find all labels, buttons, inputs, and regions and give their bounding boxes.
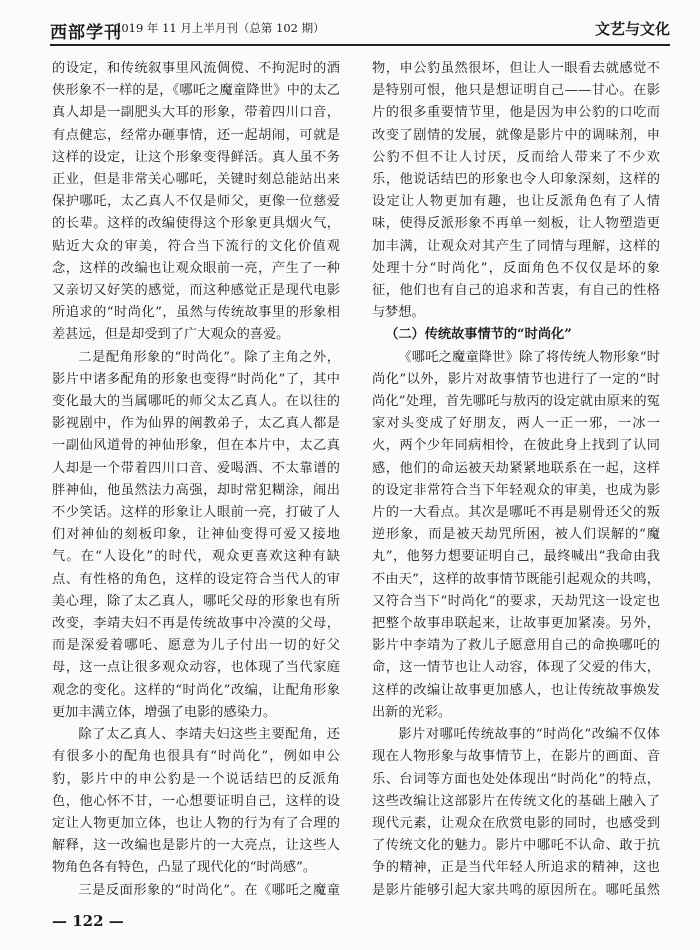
body-paragraph: 三是反面形象的“时尚化”。在《哪吒之魔童	[78, 882, 340, 898]
body-paragraph: 除了太乙真人、李靖夫妇这些主要配角，还有很多小的配角也很具有“时尚化”，例如申公豹，影片中的申公豹是一个说话结巴的反派角色，他心怀不甘，一心想要证明自己，这样的设定让人物更加立体，也让人物的行为有了合理的解释，这一改编也是影片的一大亮点，让这些人物角色各有特色，凸显了现代化的“时尚感”。	[52, 727, 340, 876]
body-paragraph: 《哪吒之魔童降世》除了将传统人物形象“时尚化”以外，影片对故事情节也进行了一定的“时尚化”处理，首先哪吒与敖丙的设定就由原来的冤家对头变成了好朋友，两人一正一邪，一冰一火，两个少年同病相怜，在彼此身上找到了认同感，他们的命运被天劫紧紧地联系在一起，这样的设定非常符合当下年轻观众的审美，也成为影片的一大看点。其次是哪吒不再是剔骨还父的叛逆形象，而是被天劫咒所困，被人们误解的“魔丸”，他努力想要证明自己，最终喊出“我命由我不由天”，这样的故事情节既能引起观众的共鸣，又符合当下“时尚化”的要求，天劫咒这一设定也把整个故事串联起来，让故事更加紧凑。另外，影片中李靖为了救儿子愿意用自己的命换哪吒的命，这一情节也让人动容，体现了父爱的伟大，这样的改编让故事更加感人，也让传统故事焕发出新的光彩。	[372, 349, 660, 720]
issue-info: 2019 年 11 月上半月刊（总第 102 期）	[114, 21, 325, 35]
page-number: — 122 —	[52, 912, 124, 930]
body-paragraph: 物，申公豹虽然很坏，但让人一眼看去就感觉不是特别可恨，他只是想证明自己——甘心。在影片的很多重要情节里，他是因为申公豹的口吃而改变了剧情的发展，就像是影片中的调味剂，申公豹不但不让人讨厌，反而给人带来了不少欢乐，他说话结巴的形象也令人印象深刻，这样的设定让人物更加有趣，也让反派角色有了人情味，使得反派形象不再单一刻板，让人物塑造更加丰满，让观众对其产生了同情与理解，这样的处理十分“时尚化”，反面角色不仅仅是坏的象征，他们也有自己的追求和苦衷，有自己的性格与梦想。	[372, 61, 660, 321]
body-paragraph: 的设定，和传统叙事里风流倜傥、不拘泥时的酒侠形象不一样的是，《哪吒之魔童降世》中的太乙真人却是一副肥头大耳的形象，带着四川口音，有点健忘，经常办砸事情，还一起胡闹，可就是这样的设定，让这个形象变得鲜活。真人虽不务正业，但是非常关心哪吒，关键时刻总能站出来保护哪吒，太乙真人不仅是师父，更像一位慈爱的长辈。这样的改编使得这个形象更具烟火气，贴近大众的审美，符合当下流行的文化价值观念，这样的改编也让观众眼前一亮，产生了一种又亲切又好笑的感觉，而这种感觉正是现代电影所追求的“时尚化”，虽然与传统故事里的形象相差甚远，但是却受到了广大观众的喜爱。	[52, 61, 340, 343]
section-subheading: （二）传统故事情节的“时尚化”	[385, 327, 572, 343]
left-column	[52, 58, 340, 898]
body-paragraph: 二是配角形象的“时尚化”。除了主角之外，影片中诸多配角的形象也变得“时尚化”了，其中变化最大的当属哪吒的师父太乙真人。在以往的影视剧中，作为仙界的阐教弟子，太乙真人都是一副仙风道骨的神仙形象，但在本片中，太乙真人却是一个带着四川口音、爱喝酒、不太靠谱的胖神仙，他虽然法力高强，却时常犯糊涂，闹出不少笑话。这样的形象让人眼前一亮，打破了人们对神仙的刻板印象，让神仙变得可爱又接地气。在“人设化”的时代，观众更喜欢这种有缺点、有性格的角色，这样的设定符合当代人的审美心理，除了太乙真人，哪吒父母的形象也有所改变，李靖夫妇不再是传统故事中冷漠的父母，而是深爱着哪吒、愿意为儿子付出一切的好父母，这一点让很多观众动容，也体现了当代家庭观念的变化。这样的“时尚化”改编，让配角形象更加丰满立体，增强了电影的感染力。	[52, 349, 340, 720]
section-name: 文艺与文化	[594, 20, 670, 38]
right-column	[372, 58, 660, 898]
body-paragraph: 影片对哪吒传统故事的“时尚化”改编不仅体现在人物形象与故事情节上，在影片的画面、音乐、台词等方面也处处体现出“时尚化”的特点，这些改编让这部影片在传统文化的基础上融入了现代元素，让观众在欣赏电影的同时，也感受到了传统文化的魅力。影片中哪吒不认命、敢于抗争的精神，正是当代年轻人所追求的精神，这也是影片能够引起大家共鸣的原因所在。哪吒虽然	[372, 727, 660, 898]
journal-name: 西部学刊	[50, 23, 122, 43]
page-header	[50, 10, 670, 46]
